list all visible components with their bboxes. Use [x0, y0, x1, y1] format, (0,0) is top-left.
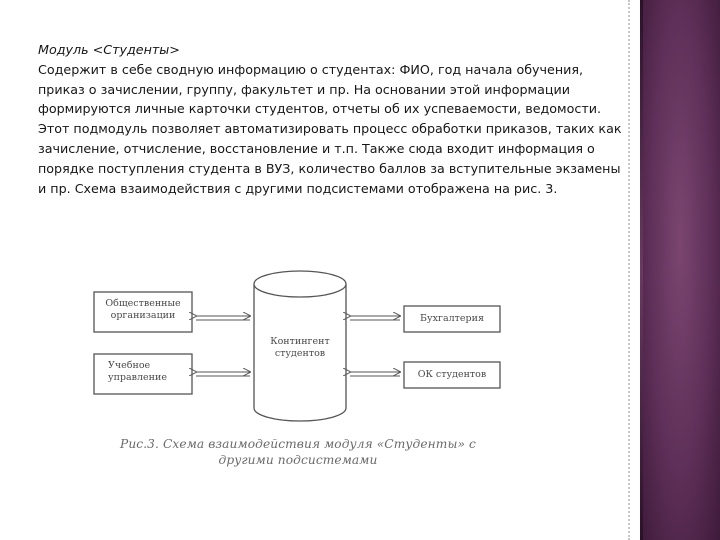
text-block — [38, 40, 630, 198]
label-line: Учебное — [108, 360, 151, 371]
label-public-organizations — [94, 298, 192, 322]
label-student-hr: ОК студентов — [417, 369, 487, 380]
caption-line-2: другими подсистемами — [218, 453, 378, 467]
label-line: студентов — [274, 348, 326, 359]
body-paragraph: Содержит в себе сводную информацию о студентах: ФИО, год начала обучения, приказ о зачислении, группу, факультет и пр. На основании этой информации формируются личные карточки студентов, отчеты об их успеваемости, ведомости. Этот подмодуль позволяет автоматизировать процесс обработки приказов, таких как зачисление, отчисление, восстановление и т.п. Также сюда входит информация о порядке поступления студента в ВУЗ, количество баллов за вступительные экзамены и пр. Схема взаимодействия с другими подсистемами отображена на рис. 3. — [38, 61, 622, 196]
figure-caption — [88, 436, 508, 468]
label-academic-office — [94, 360, 192, 384]
caption-line-1: Рис.3. Схема взаимодействия модуля «Студенты» с — [120, 437, 476, 451]
cylinder-top — [254, 271, 346, 297]
label-student-contingent — [254, 336, 346, 360]
label-line: Контингент — [270, 336, 330, 347]
label-line: управление — [108, 372, 167, 383]
module-title: Модуль <Студенты> — [38, 42, 180, 57]
label-line: Общественные — [105, 298, 181, 309]
label-line: организации — [110, 310, 176, 321]
label-accounting: Бухгалтерия — [420, 313, 484, 324]
decorative-side-band — [640, 0, 720, 540]
